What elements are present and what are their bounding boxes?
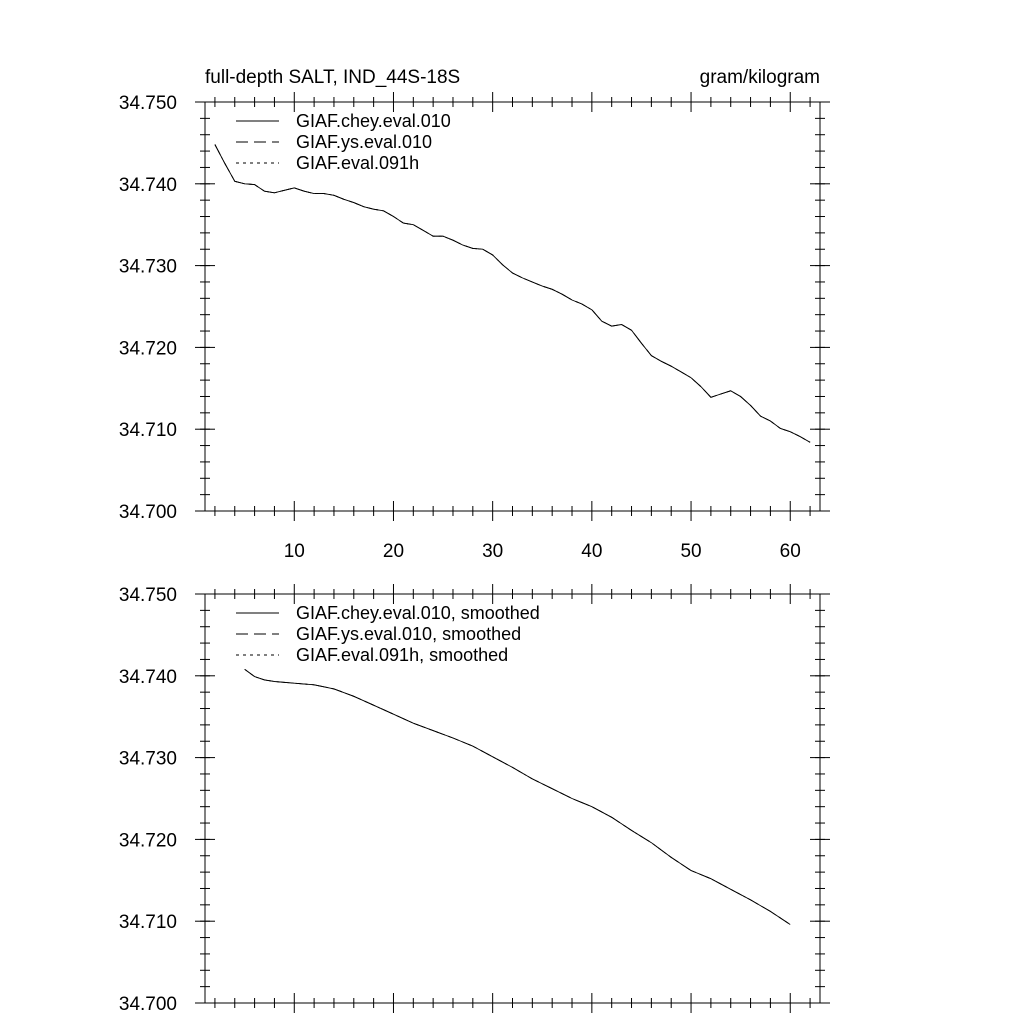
y-tick-label: 34.700 bbox=[118, 502, 177, 523]
series-line-2 bbox=[245, 669, 791, 924]
series-line-1 bbox=[245, 669, 791, 924]
series-line-3 bbox=[215, 145, 810, 443]
y-tick-label: 34.730 bbox=[118, 256, 177, 278]
y-tick-label: 34.710 bbox=[118, 420, 177, 442]
series-line-3 bbox=[245, 669, 791, 924]
chart-title-left: full-depth SALT, IND_44S-18S bbox=[205, 67, 461, 88]
y-tick-label: 34.720 bbox=[118, 338, 177, 360]
legend-label: GIAF.chey.eval.010, smoothed bbox=[296, 603, 540, 623]
x-tick-label: 60 bbox=[779, 541, 801, 562]
x-tick-label: 10 bbox=[283, 541, 305, 562]
y-tick-label: 34.750 bbox=[118, 585, 177, 606]
x-tick-label: 50 bbox=[680, 541, 702, 562]
y-tick-label: 34.730 bbox=[118, 748, 177, 770]
legend-label: GIAF.ys.eval.010, smoothed bbox=[296, 624, 522, 644]
chart-title-right: gram/kilogram bbox=[699, 67, 820, 88]
x-tick-label: 30 bbox=[482, 541, 504, 562]
y-tick-label: 34.700 bbox=[118, 994, 177, 1015]
series-line-2 bbox=[215, 145, 810, 443]
legend-label: GIAF.chey.eval.010 bbox=[296, 111, 451, 131]
y-tick-label: 34.720 bbox=[118, 830, 177, 852]
y-tick-label: 34.750 bbox=[118, 93, 177, 114]
y-tick-label: 34.740 bbox=[118, 174, 177, 196]
y-tick-label: 34.710 bbox=[118, 912, 177, 934]
x-tick-label: 40 bbox=[581, 541, 603, 562]
legend-label: GIAF.ys.eval.010 bbox=[296, 132, 433, 152]
legend-label: GIAF.eval.091h, smoothed bbox=[296, 645, 509, 665]
legend-label: GIAF.eval.091h bbox=[296, 153, 420, 173]
y-tick-label: 34.740 bbox=[118, 666, 177, 688]
series-line-1 bbox=[215, 145, 810, 443]
x-tick-label: 20 bbox=[382, 541, 405, 562]
